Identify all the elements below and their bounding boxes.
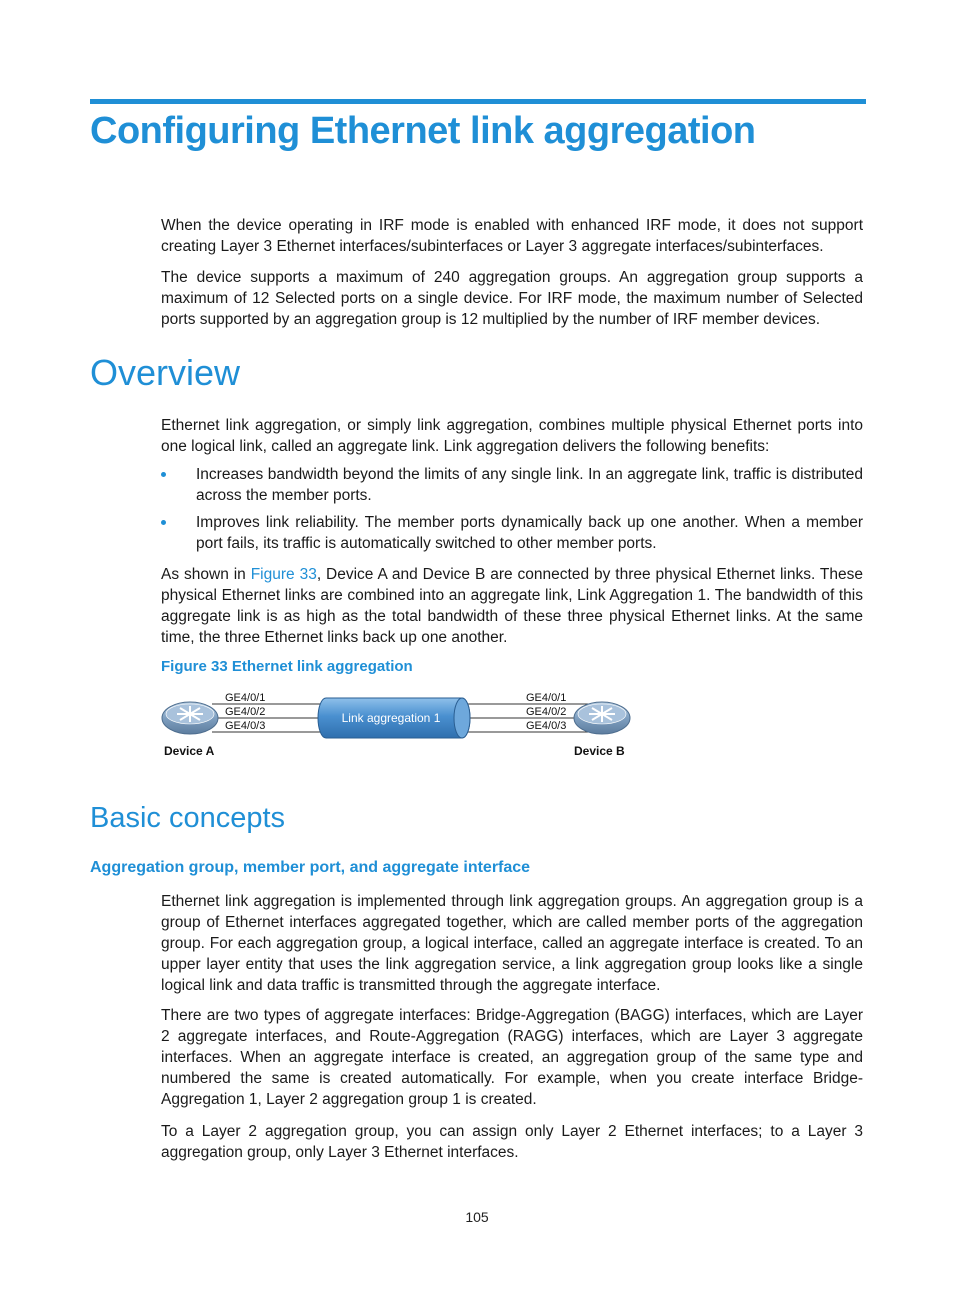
title-rule <box>90 99 866 104</box>
figure-33-link[interactable]: Figure 33 <box>250 566 317 583</box>
basic-paragraph-3: To a Layer 2 aggregation group, you can assign only Layer 2 Ethernet interfaces; to a Layer 3 aggregation group, only Layer 3 Ethernet interfaces. <box>161 1123 863 1161</box>
device-a-router-icon <box>162 702 218 734</box>
port-label-b: GE4/0/3 <box>526 720 567 732</box>
bullet-text: Improves link reliability. The member ports dynamically back up one another. When a member port fails, its traffic is automatically switched to other member ports. <box>196 514 863 552</box>
bullet-text: Increases bandwidth beyond the limits of any single link. In an aggregate link, traffic is distributed across the member ports. <box>196 466 863 504</box>
chapter-title: Configuring Ethernet link aggregation <box>90 110 756 152</box>
device-b-label: Device B <box>574 744 625 758</box>
bullet-item <box>161 464 863 506</box>
basic-paragraph-2: There are two types of aggregate interfaces: Bridge-Aggregation (BAGG) interfaces, which are Layer 2 aggregate interfaces, and Route-Aggregation (RAGG) interfaces, which are Layer 3 aggregate interfaces. When an aggregate interface is created, an aggregation group of the same type and numbered the same is created automatically. For example, when you create interface Bridge-Aggregation 1, Layer 2 aggregation group 1 is created. <box>161 1007 863 1108</box>
port-label-a: GE4/0/3 <box>225 720 266 732</box>
overview-paragraph-1: Ethernet link aggregation, or simply link aggregation, combines multiple physical Ethernet ports into one logical link, called an aggregate link. Link aggregation delivers the following benefits: <box>161 417 863 455</box>
paragraph-text: , Device A and Device B are connected by three physical Ethernet links. These physical Ethernet links are combined into an aggregate link, Link Aggregation 1. The bandwidth of this aggregate link is as high as the total bandwidth of these three physical Ethernet links. At the same time, the three Ethernet links back up one another. <box>161 566 863 646</box>
device-a-label: Device A <box>164 744 215 758</box>
device-b-router-icon <box>574 702 630 734</box>
aggregate-link-label: Link aggregation 1 <box>341 711 441 725</box>
port-label-a: GE4/0/2 <box>225 706 266 718</box>
aggregate-link-cylinder <box>318 698 470 738</box>
overview-paragraph-2 <box>161 564 863 648</box>
page-number: 105 <box>465 1209 489 1225</box>
paragraph-text: As shown in <box>161 566 251 583</box>
port-label-a: GE4/0/1 <box>225 692 266 704</box>
port-label-b: GE4/0/1 <box>526 692 567 704</box>
aggregation-group-subheading: Aggregation group, member port, and aggregate interface <box>90 859 531 876</box>
link-aggregation-diagram <box>150 686 650 766</box>
bullet-item <box>161 512 863 554</box>
basic-concepts-heading: Basic concepts <box>90 802 286 834</box>
port-label-b: GE4/0/2 <box>526 706 567 718</box>
bullet-dot-icon <box>161 520 166 525</box>
figure-caption: Figure 33 Ethernet link aggregation <box>161 658 413 675</box>
intro-paragraph-2: The device supports a maximum of 240 aggregation groups. An aggregation group supports a maximum of 12 Selected ports on a single device. For IRF mode, the maximum number of Selected ports supported by an aggregation group is 12 multiplied by the number of IRF member devices. <box>161 269 863 328</box>
bullet-dot-icon <box>161 472 166 477</box>
overview-heading: Overview <box>90 352 241 393</box>
basic-paragraph-1: Ethernet link aggregation is implemented through link aggregation groups. An aggregation group is a group of Ethernet interfaces aggregated together, which are called member ports of the aggregation group. For each aggregation group, a logical interface, called an aggregate interface is created. To an upper layer entity that uses the link aggregation service, a link aggregation group looks like a single logical link and data traffic is transmitted through the aggregate interface. <box>161 893 863 994</box>
intro-paragraph-1: When the device operating in IRF mode is enabled with enhanced IRF mode, it does not support creating Layer 3 Ethernet interfaces/subinterfaces or Layer 3 aggregate interfaces/subinterfaces. <box>161 217 863 255</box>
